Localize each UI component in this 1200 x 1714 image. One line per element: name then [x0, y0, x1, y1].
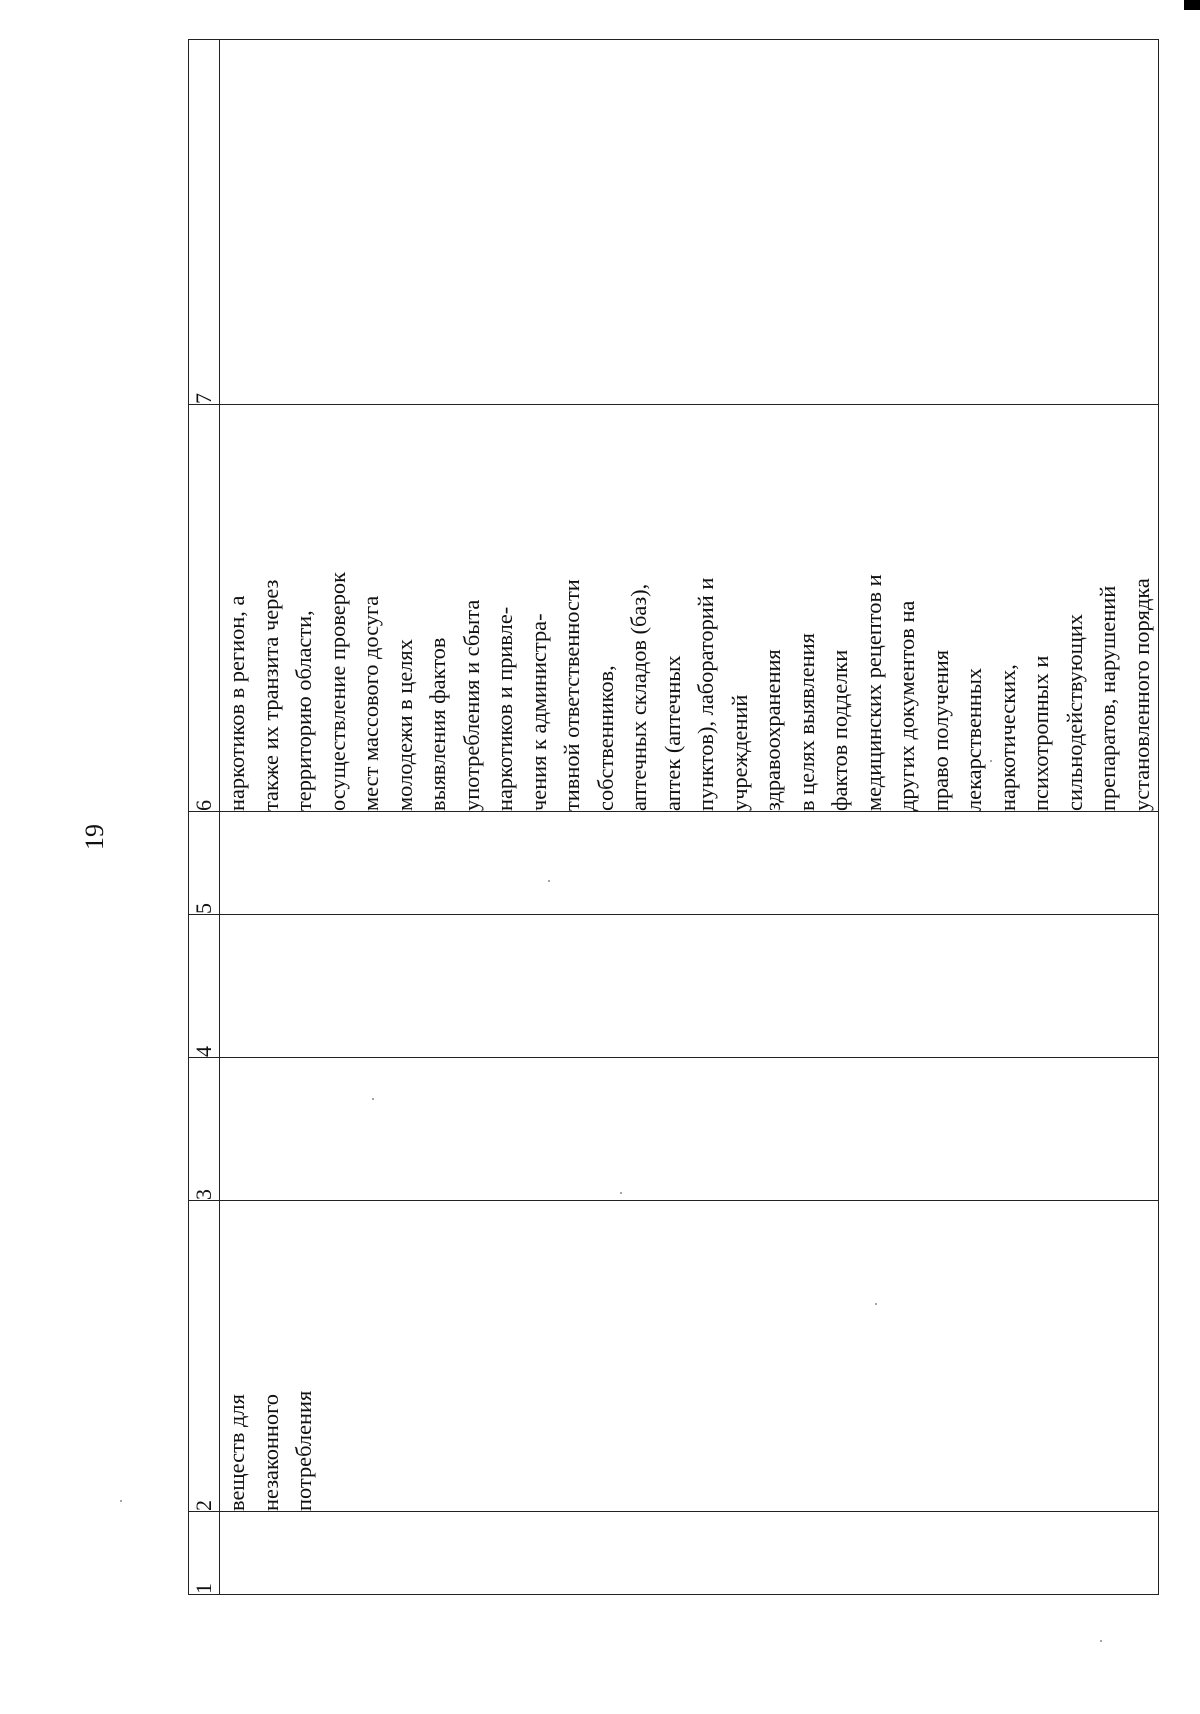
scan-speck — [120, 1500, 122, 1502]
cell-text-line: здравоохранения — [760, 649, 785, 811]
cell-text-line: сильнодействующих — [1061, 613, 1087, 811]
table-header-row — [189, 40, 220, 1595]
cell-text-line: осуществление проверок — [324, 572, 350, 811]
cell-text-line: собственников, — [592, 665, 618, 811]
cell-text-line: также их транзита через — [257, 579, 283, 811]
column-header-5: 5 — [189, 812, 220, 915]
cell-text-line: в целях выявления — [793, 633, 819, 811]
cell-text-line: чения к администра- — [525, 613, 551, 811]
column-header-6: 6 — [189, 405, 220, 812]
cell-text-line: территорию области, — [291, 610, 316, 811]
cell-text-line: мест массового досуга — [358, 595, 383, 811]
cell-text-line: пунктов), лабораторий и — [693, 577, 718, 811]
cell-text-line: учреждений — [726, 694, 752, 811]
cell-text-line: других документов на — [894, 600, 919, 811]
table-row — [220, 40, 1159, 1595]
scan-speck — [548, 880, 550, 882]
scan-speck — [1100, 1640, 1102, 1642]
column-header-4: 4 — [189, 915, 220, 1058]
cell-text-line: аптечных складов (баз), — [626, 583, 651, 811]
cell-text-line: наркотических, — [994, 664, 1020, 811]
cell-text-line: установленного порядка — [1128, 578, 1154, 811]
scan-speck — [875, 1303, 877, 1305]
cell-text-line: потребления — [291, 1390, 316, 1511]
cell-text-line: тивной ответственности — [559, 579, 584, 811]
cell-text-line: медицинских рецептов и — [860, 574, 886, 811]
scan-speck — [372, 1098, 374, 1100]
cell-col-2 — [220, 1201, 1159, 1512]
column-header-2: 2 — [189, 1201, 220, 1512]
column-header-7: 7 — [189, 40, 220, 405]
cell-text-line: выявления фактов — [425, 637, 450, 811]
cell-text-line: фактов подделки — [827, 649, 852, 811]
scan-speck — [620, 1192, 622, 1194]
cell-text-line: незаконного — [257, 1394, 283, 1511]
cell-text-line: веществ для — [224, 1394, 249, 1511]
cell-col-4 — [220, 915, 1159, 1058]
cell-col-3 — [220, 1058, 1159, 1201]
column-header-3: 3 — [189, 1058, 220, 1201]
cell-text-line: право получения — [927, 649, 953, 811]
cell-text-line: наркотиков и привле- — [492, 606, 517, 811]
cell-text-line: аптек (аптечных — [659, 655, 685, 811]
scan-corner-mark — [1184, 0, 1200, 10]
page-number: 19 — [80, 824, 109, 850]
column-header-1: 1 — [189, 1512, 220, 1595]
scan-speck — [990, 760, 992, 762]
rotated-table-frame — [188, 40, 1154, 1595]
cell-text-line: лекарственных — [961, 667, 986, 811]
cell-text-line: молодежи в целях — [391, 639, 417, 811]
cell-col-6 — [220, 405, 1159, 812]
cell-col-7 — [220, 40, 1159, 405]
cell-col-1 — [220, 1512, 1159, 1595]
document-table — [188, 39, 1159, 1595]
cell-text-line: психотропных и — [1028, 655, 1053, 811]
cell-text-line: наркотиков в регион, а — [224, 595, 249, 811]
cell-col-5 — [220, 812, 1159, 915]
cell-text-line: употребления и сбыта — [458, 599, 484, 811]
cell-text-line: препаратов, нарушений — [1095, 585, 1120, 811]
